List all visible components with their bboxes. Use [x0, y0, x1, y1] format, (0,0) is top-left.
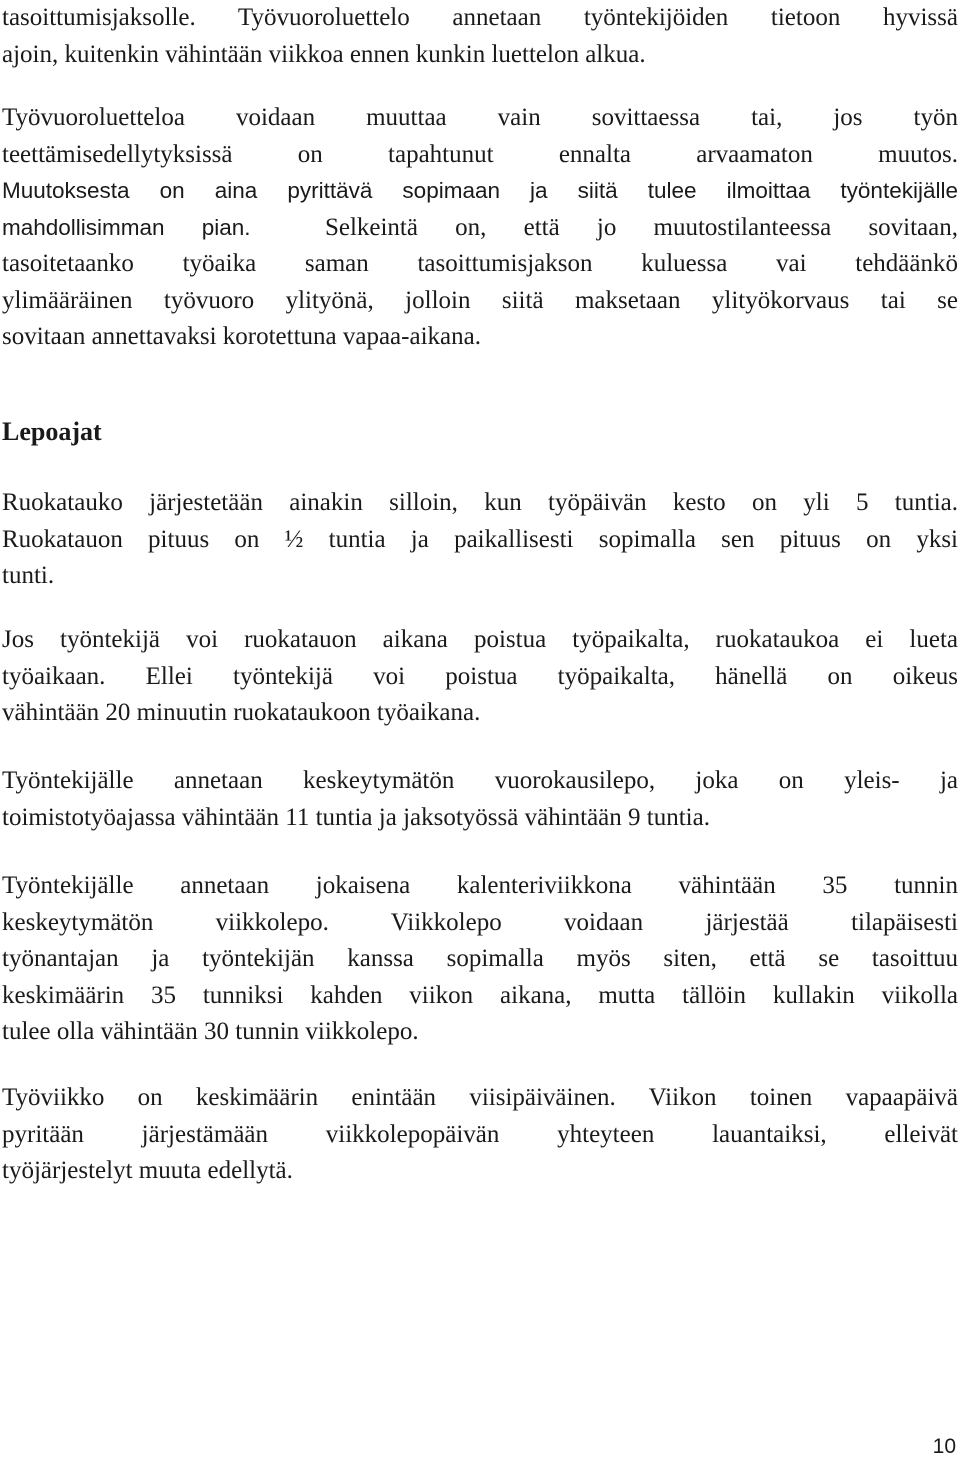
text-line: sovitaan annettavaksi korotettuna vapaa-aikana. [2, 323, 481, 350]
paragraph-daily-rest [2, 763, 958, 836]
text-line: Ruokatauon pituus on ½ tuntia ja paikallisesti sopimalla sen pituus on yksi [2, 525, 958, 553]
text-line: pyritään järjestämään viikkolepopäivän yhteyteen lauantaiksi, elleivät [2, 1120, 958, 1148]
text-line: ajoin, kuitenkin vähintään viikkoa ennen kunkin luettelon alkua. [2, 40, 646, 68]
sans-text: mahdollisimman pian. [2, 214, 251, 240]
text-line: työjärjestelyt muuta edellytä. [2, 1157, 293, 1184]
section-heading: Lepoajat [2, 417, 102, 446]
paragraph-schedule-changes [2, 100, 958, 356]
text-line: teettämisedellytyksissä on tapahtunut ennalta arvaamaton muutos. [2, 140, 958, 168]
text-line: tasoittumisjaksolle. Työvuoroluettelo annetaan työntekijöiden tietoon hyvissä [2, 4, 958, 31]
serif-text: Selkeintä on, että jo muutostilanteessa sovitaan, [324, 213, 959, 241]
paragraph-lunch-break [2, 485, 958, 595]
text-line: tunti. [2, 562, 55, 589]
text-line: toimistotyöajassa vähintään 11 tuntia ja jaksotyössä vähintään 9 tuntia. [2, 803, 710, 831]
text-line: vähintään 20 minuutin ruokataukoon työaikana. [2, 699, 481, 726]
text-line: keskeytymätön viikkolepo. Viikkolepo voidaan järjestää tilapäisesti [2, 908, 958, 936]
text-line: ylimääräinen työvuoro ylityönä, jolloin siitä maksetaan ylityökorvaus tai se [2, 286, 958, 314]
text-line: Jos työntekijä voi ruokatauon aikana poistua työpaikalta, ruokataukoa ei lueta [2, 626, 958, 653]
text-line: Työvuoroluetteloa voidaan muuttaa vain sovittaessa tai, jos työn [2, 104, 958, 131]
sans-text: Muutoksesta on aina pyrittävä sopimaan ja siitä tulee ilmoittaa työntekijälle [2, 178, 958, 203]
text-line: työnantajan ja työntekijän kanssa sopimalla myös siten, että se tasoittuu [2, 945, 958, 972]
text-line [2, 210, 958, 247]
text-line: keskimäärin 35 tunniksi kahden viikon aikana, mutta tällöin kullakin viikolla [2, 981, 958, 1009]
text-line: Työntekijälle annetaan jokaisena kalenteriviikkona vähintään 35 tunnin [2, 872, 958, 899]
text-line: Ruokatauko järjestetään ainakin silloin, kun työpäivän kesto on yli 5 tuntia. [2, 489, 958, 516]
page-number: 10 [932, 1435, 956, 1458]
text-line: tasoitetaanko työaika saman tasoittumisjakson kuluessa vai tehdäänkö [2, 250, 958, 277]
paragraph-work-week [2, 1080, 958, 1190]
paragraph-lunch-working-time [2, 622, 958, 732]
text-line: Työviikko on keskimäärin enintään viisipäiväinen. Viikon toinen vapaapäivä [2, 1084, 958, 1111]
text-line: tulee olla vähintään 30 tunnin viikkolepo. [2, 1018, 419, 1045]
text-line [2, 173, 958, 210]
text-line: työaikaan. Ellei työntekijä voi poistua työpaikalta, hänellä on oikeus [2, 662, 958, 690]
paragraph-schedule-notice [2, 0, 958, 73]
text-line: Työntekijälle annetaan keskeytymätön vuorokausilepo, joka on yleis- ja [2, 767, 958, 794]
paragraph-weekly-rest [2, 868, 958, 1051]
